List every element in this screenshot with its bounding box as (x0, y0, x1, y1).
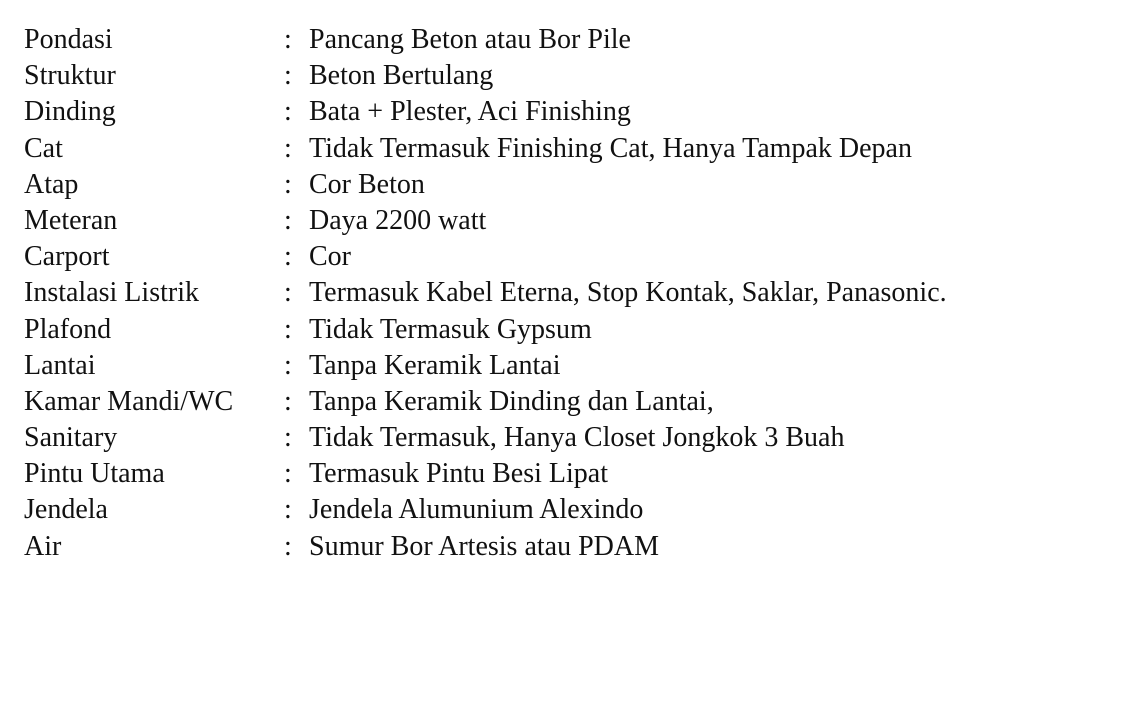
spec-row-meteran (24, 203, 1104, 239)
spec-value: Tidak Termasuk Gypsum (309, 313, 592, 345)
spec-separator: : (284, 204, 292, 236)
spec-label: Instalasi Listrik (24, 277, 199, 309)
spec-label: Meteran (24, 204, 118, 236)
spec-separator: : (284, 241, 292, 273)
spec-value: Sumur Bor Artesis atau PDAM (309, 530, 659, 562)
spec-label: Dinding (24, 96, 116, 128)
spec-row-lantai (24, 348, 1104, 384)
spec-separator: : (284, 277, 292, 309)
spec-separator: : (284, 24, 292, 55)
spec-row-cat (24, 131, 1104, 167)
spec-row-instalasi-listrik (24, 275, 1104, 311)
spec-separator: : (284, 349, 292, 381)
spec-separator: : (284, 313, 292, 345)
spec-value: Cor Beton (309, 168, 425, 200)
spec-value: Cor (309, 241, 351, 273)
spec-separator: : (284, 385, 292, 417)
spec-row-struktur (24, 58, 1104, 94)
spec-row-plafond (24, 312, 1104, 348)
spec-label: Struktur (24, 60, 116, 92)
spec-label: Kamar Mandi/WC (24, 385, 234, 417)
spec-value: Tanpa Keramik Dinding dan Lantai, (309, 385, 714, 417)
spec-separator: : (284, 530, 292, 562)
spec-row-kamar-mandi (24, 384, 1104, 420)
spec-value: Termasuk Pintu Besi Lipat (309, 458, 609, 490)
spec-separator: : (284, 132, 292, 164)
spec-label: Carport (24, 241, 110, 273)
spec-separator: : (284, 168, 292, 200)
spec-value: Jendela Alumunium Alexindo (309, 494, 644, 526)
spec-label: Cat (24, 132, 63, 164)
spec-value: Daya 2200 watt (309, 204, 487, 236)
spec-separator: : (284, 422, 292, 454)
spec-label: Sanitary (24, 422, 118, 454)
spec-value: Pancang Beton atau Bor Pile (309, 24, 631, 55)
spec-label: Plafond (24, 313, 112, 345)
spec-value: Tidak Termasuk Finishing Cat, Hanya Tampak Depan (309, 132, 912, 164)
spec-label: Jendela (24, 494, 108, 526)
spec-row-sanitary (24, 420, 1104, 456)
spec-separator: : (284, 494, 292, 526)
spec-value: Tanpa Keramik Lantai (309, 349, 561, 381)
spec-row-jendela (24, 492, 1104, 528)
spec-row-carport (24, 239, 1104, 275)
spec-row-pondasi (24, 22, 1104, 58)
specification-table (24, 22, 1104, 565)
spec-value: Tidak Termasuk, Hanya Closet Jongkok 3 Buah (309, 422, 845, 454)
spec-value: Bata + Plester, Aci Finishing (309, 96, 631, 128)
spec-label: Pintu Utama (24, 458, 165, 490)
spec-label: Air (24, 530, 62, 562)
spec-row-air (24, 529, 1104, 565)
spec-separator: : (284, 458, 292, 490)
spec-value: Termasuk Kabel Eterna, Stop Kontak, Saklar, Panasonic. (309, 277, 947, 309)
spec-label: Lantai (24, 349, 96, 381)
spec-row-pintu-utama (24, 456, 1104, 492)
spec-separator: : (284, 60, 292, 92)
spec-value: Beton Bertulang (309, 60, 494, 92)
spec-label: Atap (24, 168, 79, 200)
spec-label: Pondasi (24, 24, 113, 55)
spec-row-dinding (24, 94, 1104, 130)
spec-separator: : (284, 96, 292, 128)
spec-row-atap (24, 167, 1104, 203)
